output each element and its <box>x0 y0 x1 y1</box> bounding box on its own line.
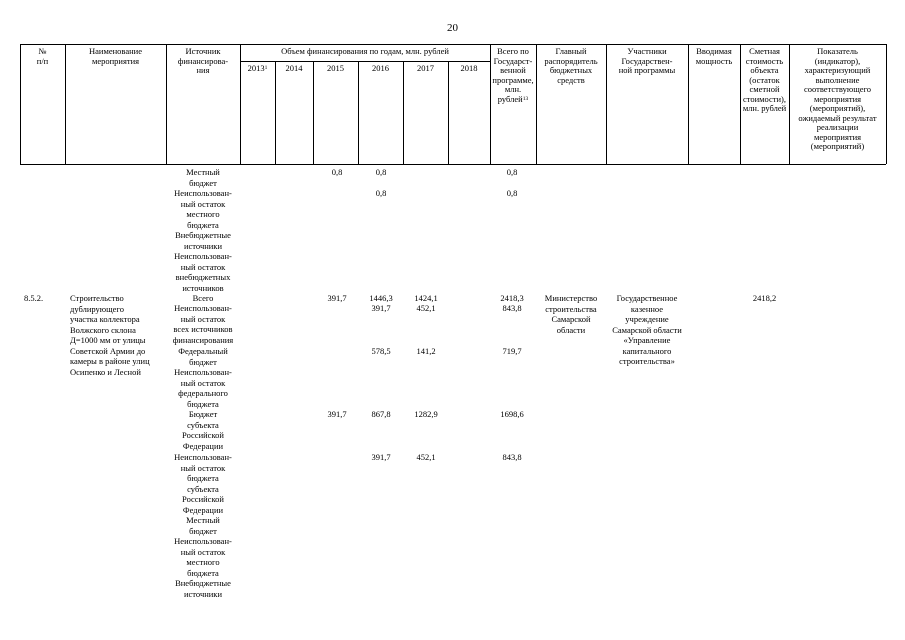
item-unused-all-2016: 391,7 <box>371 303 391 313</box>
item-source-unused-all: Неиспользован- ный остаток всех источников финансирования <box>172 303 234 345</box>
header-participants: Участники Государствен- ной программы <box>618 46 676 75</box>
value-unused-local-total: 0,8 <box>506 188 518 198</box>
header-source: Источник финансирова- ния <box>177 46 229 75</box>
item-source-regional: Бюджет субъекта Российской Федерации <box>182 409 224 451</box>
header-number: № п/п <box>36 46 49 66</box>
item-federal-2017: 141,2 <box>416 346 436 356</box>
item-regional-2016: 867,8 <box>371 409 391 419</box>
item-total-sum: 2418,3 <box>500 293 524 303</box>
source-local-budget: Местный бюджет <box>186 167 220 188</box>
item-unused-all-sum: 843,8 <box>502 303 522 313</box>
source-unused-local: Неиспользован- ный остаток местного бюджета <box>174 188 232 230</box>
header-total: Всего по Государст- венной программе, млн. рублей$^{13}$ <box>492 46 534 104</box>
item-federal-2016: 578,5 <box>371 346 391 356</box>
value-unused-local-2016: 0,8 <box>375 188 387 198</box>
header-indicator: Показатель (индикатор), характеризующий выполнение соответствующего мероприятия (мероприятий), ожидаемый результат реализации мероприятия (мероприятий) <box>798 46 877 151</box>
item-estimate: 2418,2 <box>752 293 777 303</box>
item-name: Строительство дублирующего участка коллектора Волжского склона Д=1000 мм от улицы Советской Армии до камеры в районе улиц Осипенко и Лесной <box>70 293 150 377</box>
source-extrabudget: Внебюджетные источники <box>175 230 231 251</box>
item-total-2016: 1446,3 <box>369 293 393 303</box>
header-year-2013: 2013$^1$ <box>247 63 268 73</box>
item-unused-regional-sum: 843,8 <box>502 452 522 462</box>
header-year-2018: 2018 <box>460 63 478 73</box>
item-main-manager: Министерство строительства Самарской области <box>544 293 598 335</box>
header-year-2017: 2017 <box>417 63 434 73</box>
item-source-unused-local: Неиспользован- ный остаток местного бюджета <box>174 536 232 578</box>
item-unused-regional-2016: 391,7 <box>371 452 391 462</box>
header-main-manager: Главный распорядитель бюджетных средств <box>544 46 598 85</box>
item-unused-all-2017: 452,1 <box>416 303 436 313</box>
item-regional-sum: 1698,6 <box>500 409 524 419</box>
item-total-2017: 1424,1 <box>414 293 438 303</box>
item-source-federal: Федеральный бюджет <box>178 346 228 367</box>
header-year-2015: 2015 <box>327 63 344 73</box>
item-source-unused-federal: Неиспользован- ный остаток федерального бюджета <box>174 367 232 409</box>
header-name: Наименование мероприятия <box>89 46 142 66</box>
item-regional-2015: 391,7 <box>327 409 347 419</box>
value-local-2015: 0,8 <box>331 167 343 177</box>
item-source-local: Местный бюджет <box>186 515 220 536</box>
header-year-2016: 2016 <box>372 63 389 73</box>
item-federal-sum: 719,7 <box>502 346 522 356</box>
item-regional-2017: 1282,9 <box>414 409 438 419</box>
header-top-border <box>20 44 886 45</box>
item-source-total: Всего <box>192 293 214 303</box>
item-source-unused-regional: Неиспользован- ный остаток бюджета субъекта Российской Федерации <box>174 452 232 515</box>
item-total-2015: 391,7 <box>327 293 347 303</box>
source-unused-extrabudget: Неиспользован- ный остаток внебюджетных источников <box>174 251 232 293</box>
item-number: 8.5.2. <box>24 293 44 303</box>
item-unused-regional-2017: 452,1 <box>416 452 436 462</box>
header-capacity: Вводимая мощность <box>695 46 733 66</box>
item-participant: Государственное казенное учреждение Самарской области «Управление капитального строительства» <box>612 293 682 366</box>
value-local-2016: 0,8 <box>375 167 387 177</box>
value-local-total: 0,8 <box>506 167 518 177</box>
page-number: 20 <box>447 22 458 34</box>
header-bottom-border <box>20 164 886 165</box>
years-divider <box>240 61 490 62</box>
item-source-extrabudget: Внебюджетные источники <box>175 578 231 599</box>
header-year-2014: 2014 <box>285 63 303 73</box>
header-estimate: Сметная стоимость объекта (остаток сметной стоимости), млн. рублей <box>742 46 787 113</box>
header-volume-title: Объем финансирования по годам, млн. рублей <box>281 46 449 56</box>
